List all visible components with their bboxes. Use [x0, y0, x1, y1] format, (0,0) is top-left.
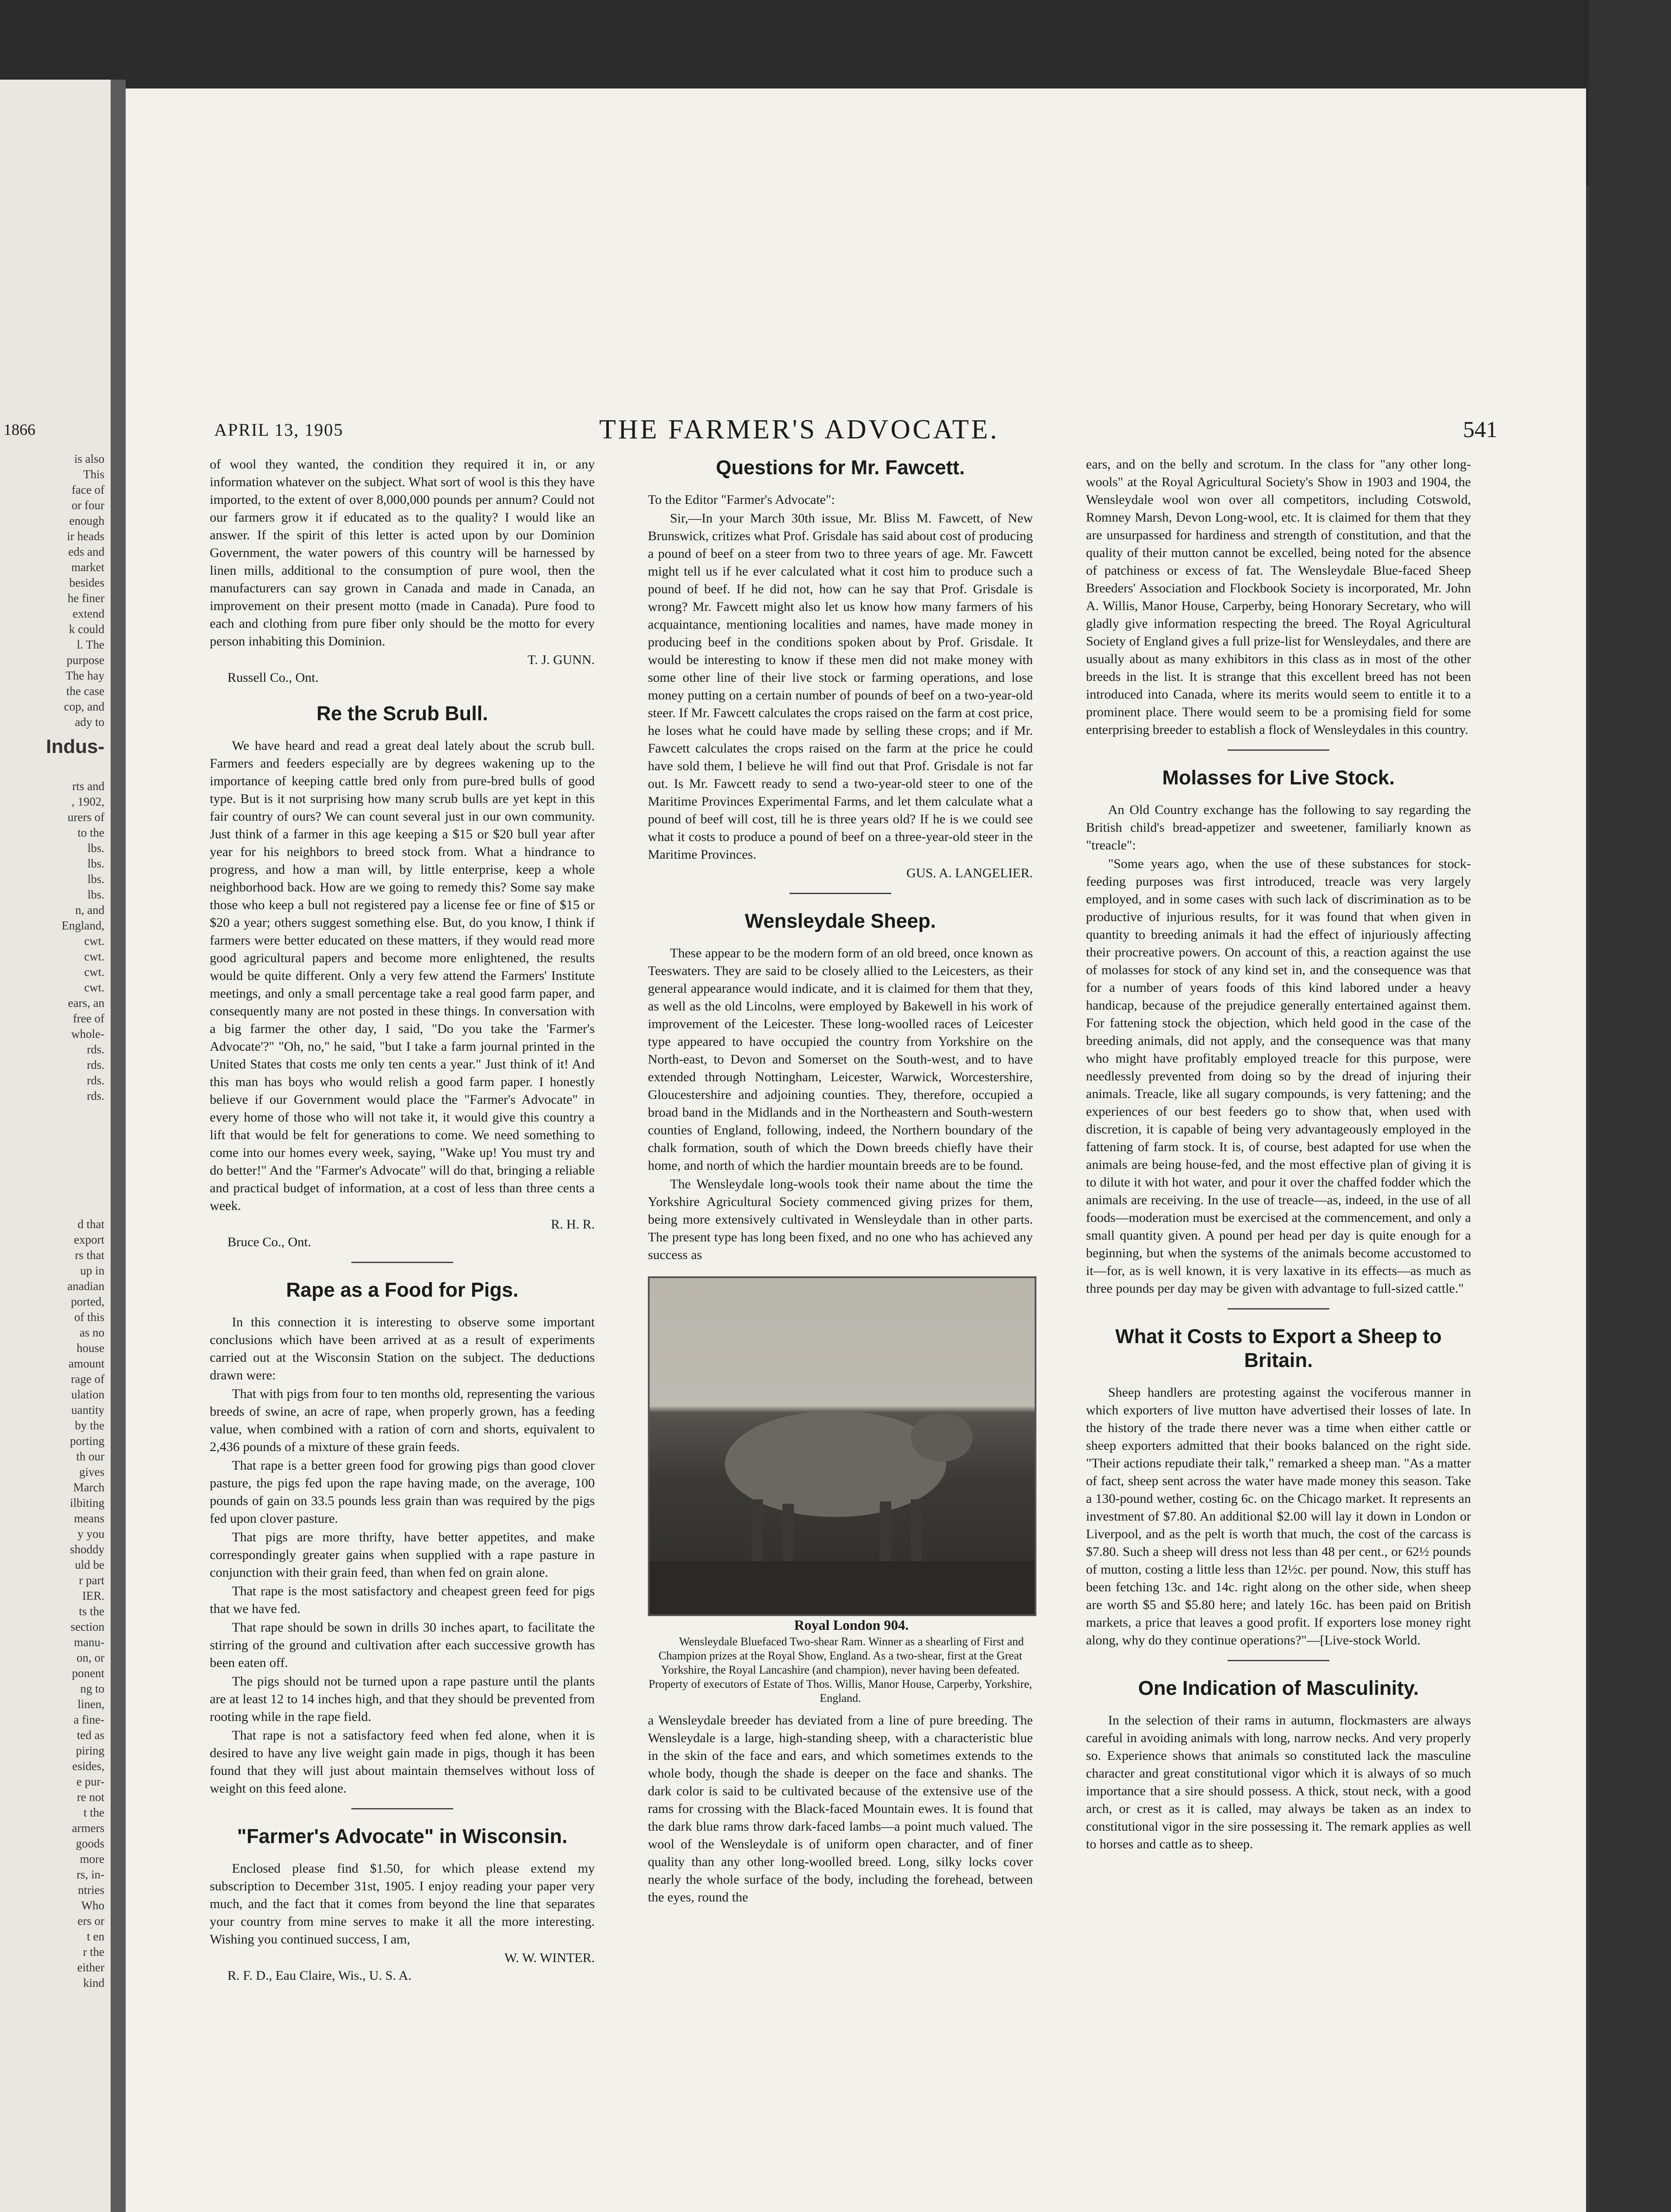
- article-point: The pigs should not be turned upon a rape pasture until the plants are at least 12 to 14 inches high, and that they should be prevented from rooting while in the rape field.: [210, 1674, 595, 1724]
- previous-page-fragment: rs, in-: [77, 1868, 104, 1881]
- previous-page-fragment: cop, and: [64, 700, 104, 713]
- previous-page-fragment: rs that: [75, 1248, 104, 1262]
- previous-page-fragment: n, and: [75, 903, 104, 917]
- previous-page-fragment: is also: [74, 452, 104, 465]
- previous-page-fragment: manu-: [74, 1636, 104, 1649]
- article-location: R. F. D., Eau Claire, Wis., U. S. A.: [227, 1968, 412, 1983]
- article-point: That rape is not a satisfactory feed when fed alone, when it is desired to have any live weight gain made in pigs, though it has been found that they will just about maintain themselves without loss of weight on this feed alone.: [210, 1728, 595, 1796]
- previous-page-fragment: rds.: [87, 1089, 104, 1102]
- article-title-export-sheep: What it Costs to Export a Sheep to Britain.: [1115, 1325, 1442, 1371]
- scanner-bed-right: [1589, 0, 1671, 2212]
- previous-page-fragment: eds and: [68, 545, 104, 558]
- previous-page-fragment: March: [73, 1481, 104, 1494]
- previous-page-fragment: a fine-: [73, 1713, 104, 1726]
- previous-page-fragment: rts and: [72, 780, 104, 793]
- previous-page-fragment: ntries: [78, 1883, 104, 1897]
- previous-page-fragment: besides: [69, 576, 104, 589]
- article-title-fawcett: Questions for Mr. Fawcett.: [716, 456, 965, 479]
- article-location: Russell Co., Ont.: [227, 670, 319, 685]
- previous-page-fragment: England,: [62, 919, 104, 932]
- previous-page-fragment: section: [70, 1620, 104, 1633]
- previous-page-fragment: e pur-: [76, 1775, 104, 1788]
- previous-page-fragment: rds.: [87, 1058, 104, 1071]
- previous-page-fragment: d that: [77, 1217, 104, 1231]
- previous-page-fragment: ted as: [77, 1728, 104, 1742]
- previous-page-fragment: , 1902,: [71, 795, 104, 808]
- previous-page-fragment: lbs.: [87, 857, 104, 870]
- previous-page-fragment: IER.: [82, 1589, 104, 1602]
- previous-page-fragment: as no: [79, 1326, 104, 1339]
- previous-page-fragment: purpose: [66, 653, 104, 667]
- previous-page-fragment: whole-: [71, 1027, 104, 1041]
- previous-page-fragment: ir heads: [67, 530, 104, 543]
- previous-page-fragment: ers or: [77, 1914, 104, 1928]
- previous-page-fragment: rds.: [87, 1074, 104, 1087]
- section-divider: [789, 893, 891, 894]
- article-paragraph: Sheep handlers are protesting against the vociferous manner in which exporters of live mutton have advertised their losses of late. In the history of the trade there never was a time when either cattle or sheep exporters admitted that their books balanced on the right side. "Their actions repudiate their talk," remarked a sheep man. "As a matter of fact, sheep sent across the water have made money this season. Take a 130-pound wether, costing 6c. on the Chicago market. It represents an investment of $7.80. An additional $2.00 will lay it down in London or Liverpool, and as the pelt is worth that much, the cost of the carcass is $7.80. Such a sheep will dress not less than 48 per cent., or 62½ pounds of mutton, costing a little less than 12½c. per pound. Now, this stuff has been fetching 13c. and 14c. right along on the other side, when sheep are worth $5 and $5.80 here; and lately 16c. has been paid on British markets, a price that leaves a good profit. If exporters lose money right along, why do they continue operations?"—[Live-stock World.: [1086, 1385, 1471, 1647]
- previous-page-fragment: export: [74, 1233, 104, 1246]
- previous-page-fragment: re not: [77, 1790, 104, 1804]
- article-title-molasses: Molasses for Live Stock.: [1162, 766, 1395, 789]
- previous-page-fragment: gives: [79, 1465, 104, 1479]
- article-signature: R. H. R.: [551, 1217, 595, 1232]
- article-title-rape-for-pigs: Rape as a Food for Pigs.: [286, 1279, 519, 1301]
- article-paragraph: In the selection of their rams in autumn, flockmasters are always careful in avoiding animals with long, narrow necks. And very properly so. Experience shows that animals so constituted lack the masculine character and great constitutional vigor which it is always of so much importance that a sire should possess. A thick, stout neck, with a good arch, or crest as it is called, may always be taken as an index to constitutional vigor in the sire possessing it. The remark applies as well to horses and cattle as to sheep.: [1086, 1713, 1471, 1851]
- previous-page-fragment: by the: [75, 1419, 104, 1432]
- figure-title: Royal London 904.: [794, 1617, 909, 1633]
- previous-page-fragment: shoddy: [69, 1543, 104, 1556]
- previous-page-fragment: piring: [76, 1744, 104, 1757]
- ram-silhouette-image: [650, 1278, 1035, 1614]
- previous-page-fragment: urers of: [67, 810, 104, 824]
- page-number: 541: [1463, 417, 1498, 442]
- previous-page-fragments-middle: [0, 779, 104, 1104]
- article-signature: W. W. WINTER.: [504, 1951, 595, 1965]
- article-paragraph: These appear to be the modern form of an old breed, once known as Teeswaters. They are said to be closely allied to the Leicesters, as their general appearance would indicate, and it is claimed for them that they, as well as the old Lincolns, were employed by Bakewell in his work of improvement of the Leicester. These long-woolled races of Leicester type appeared to have occupied the country from Yorkshire on the North-east, to Devon and Somerset on the South-west, and to have extended through Nottingham, Leicester, Warwick, Worcestershire, Gloucestershire and adjoining counties. They, therefore, occupied a broad band in the Midlands and in the Northeastern and South-western counties of England, following, indeed, the Northern boundary of the chalk formation, south of which the Down breeds chiefly have their home, and north of which the hardier mountain breeds are to be found.: [648, 946, 1033, 1173]
- previous-page-fragment: t en: [87, 1930, 104, 1943]
- previous-page-fragment: amount: [69, 1357, 104, 1370]
- previous-page-fragment: kind: [83, 1976, 104, 1989]
- article-signature: T. J. GUNN.: [527, 653, 595, 667]
- previous-page-fragment: free of: [73, 1012, 104, 1025]
- previous-page-fragment: r the: [83, 1945, 104, 1959]
- previous-page-fragment: market: [71, 561, 104, 574]
- publication-title: THE FARMER'S ADVOCATE.: [599, 415, 999, 445]
- article-paragraph: ears, and on the belly and scrotum. In the class for "any other long-wools" at the Royal Agricultural Society's Show in 1903 and 1904, the Wensleydale wool won over all competitors, including Cotswold, Romney Marsh, Devon Long-wool, etc. It is claimed for them that they are unsurpassed for hardiness and strength of constitution, and that the quality of their mutton cannot be excelled, being noted for the absence of patchiness or excess of fat. The Wensleydale Blue-faced Sheep Breeders' Association and Flockbook Society is incorporated, Mr. John A. Willis, Manor House, Carperby, being Honorary Secretary, who will gladly give information respecting the breed. The Royal Agricultural Society of England gives a full prize-list for Wensleydales, and there are usually about as many exhibitors in this class as in most of the other breeds in the list. It is strange that this excellent breed has not been introduced into Canada, where its merits would seem to entitle it to a prominent place. There would seem to be a promising field for some enterprising breeder to establish a flock of Wensleydales in this country.: [1086, 457, 1471, 737]
- previous-page-fragment: ts the: [79, 1605, 104, 1618]
- previous-page-fragment: rds.: [87, 1043, 104, 1056]
- article-title-scrub-bull: Re the Scrub Bull.: [316, 702, 488, 725]
- previous-page-fragment: up in: [80, 1264, 104, 1277]
- column-1: [210, 456, 595, 1985]
- previous-page-fragment: lbs.: [87, 872, 104, 886]
- previous-page-fragment: more: [80, 1852, 104, 1866]
- previous-page-fragment: l. The: [77, 638, 104, 651]
- previous-page-fragment: ng to: [80, 1682, 104, 1695]
- previous-page-fragment: rage of: [71, 1372, 104, 1386]
- previous-page-fragment: y you: [77, 1527, 104, 1540]
- previous-page-fragment: porting: [70, 1434, 104, 1448]
- previous-page-fragment: ulation: [71, 1388, 104, 1401]
- article-location: Bruce Co., Ont.: [227, 1235, 312, 1249]
- previous-page-fragment: th our: [76, 1450, 104, 1463]
- previous-page-fragment: linen,: [77, 1697, 104, 1711]
- previous-page-fragment: The hay: [65, 669, 104, 682]
- previous-page-fragment: anadian: [67, 1279, 104, 1293]
- previous-page-fragment: he finer: [67, 591, 104, 605]
- article-paragraph: of wool they wanted, the condition they required it in, or any information whatever on the subject. What sort of wool is this they have imported, to the extent of over 8,000,000 pounds per annum? Could not our farmers grow it if educated as to the quality? I would like an answer. If the spirit of this letter is acted upon by our Dominion Government, the water powers of this country will be harnessed by linen mills, additional to the consumption of pure wool, then the manufacturers can say grown in Canada and made in Canada, an improvement on their present motto (made in Canada). Pure food to each and clothing from pure fiber only should be the motto for every person inhabiting this Dominion.: [210, 457, 595, 649]
- previous-page-fragment: ilbiting: [69, 1496, 104, 1509]
- article-point: That rape is the most satisfactory and cheapest green feed for pigs that we have fed.: [210, 1584, 595, 1616]
- previous-page-fragment: ponent: [72, 1667, 104, 1680]
- previous-page-fragment: face of: [71, 483, 104, 496]
- previous-page-fragment: either: [77, 1961, 104, 1974]
- previous-page-fragment: esides,: [72, 1759, 104, 1773]
- article-paragraph: In this connection it is interesting to observe some important conclusions which have been arrived at as a result of experiments carried out at the Wisconsin Station on the subject. The deductions drawn were:: [210, 1315, 595, 1382]
- previous-page-fragments-bottom: [0, 1217, 104, 1991]
- issue-date: APRIL 13, 1905: [214, 420, 344, 440]
- previous-page-fragment: enough: [69, 514, 104, 527]
- article-paragraph: Sir,—In your March 30th issue, Mr. Bliss M. Fawcett, of New Brunswick, critizes what Prof. Grisdale has said about cost of producing a pound of beef on a steer from two to three years of age. Mr. Fawcett might tell us if he ever calculated what it cost him to produce such a pound of beef. If he did not, how can he say that Prof. Grisdale is wrong? Mr. Fawcett might also let us know how many farmers of his acquaintance, mentioning localities and names, have made money in producing beef in the conditions spoken about by Prof. Grisdale. It would be interesting to know if these men did not make money with some other line of their live stock or farming operations, and lose money putting on a certain number of pounds of beef on a two-year-old steer. If Mr. Fawcett calculates the crops raised on the farm at cost price, he loses what he could have made by selling these crops; and if Mr. Fawcett calculates the crops raised on the farm at the price he could have sold them, I believe he will find out that Prof. Grisdale is not far out. Is Mr. Fawcett ready to send a two-year-old steer to one of the Maritime Provinces Experimental Farms, and let them calculate what a pound of beef will cost, till he is three years old? If he is we could see what it costs to produce a pound of beef on a three-year-old steer in the Maritime Provinces.: [648, 511, 1033, 862]
- section-divider: [1228, 1660, 1329, 1661]
- article-paragraph: a Wensleydale breeder has deviated from a line of pure breeding. The Wensleydale is a large, high-standing sheep, with a characteristic blue in the skin of the face and ears, and which sometimes extends to the whole body, though the shade is deeper on the face and shanks. The dark color is said to be cultivated because of the extensive use of the rams for crossing with the Black-faced Mountain ewes. It is found that the dark blue rams throw dark-faced lambs—a point much valued. The wool of the Wensleydale is of uniform open character, and of finer quality than any other long-woolled breed. Long, silky locks cover nearly the whole surface of the body, including the forehead, between the eyes, round the: [648, 1713, 1033, 1905]
- figure-caption: Wensleydale Bluefaced Two-shear Ram. Winner as a shearling of First and Champion prizes at the Royal Show, England. As a two-shear, first at the Great Yorkshire, the Royal Lancashire (and champion), never having been defeated. Property of executors of Estate of Thos. Willis, Manor House, Carperby, Yorkshire, England.: [648, 1635, 1032, 1705]
- column-2: [648, 456, 1033, 1907]
- previous-page-fragment: to the: [77, 826, 104, 839]
- article-paragraph: The Wensleydale long-wools took their name about the time the Yorkshire Agricultural Society commenced giving prizes for them, being more extensively cultivated in Wensleydale than in other parts. The present type has long been fixed, and no one who has achieved any success as: [648, 1177, 1033, 1262]
- previous-page-fragment: on, or: [77, 1651, 104, 1664]
- previous-page-fragment: ears, an: [68, 996, 104, 1010]
- article-signature: GUS. A. LANGELIER.: [906, 866, 1033, 880]
- previous-page-fragment: house: [77, 1341, 104, 1355]
- ram-photograph: [648, 1276, 1036, 1616]
- previous-page-fragment: ported,: [71, 1295, 104, 1308]
- previous-page-fragment: lbs.: [87, 841, 104, 855]
- previous-page-fragment: armers: [72, 1821, 104, 1835]
- previous-page-fragment: lbs.: [87, 888, 104, 901]
- article-paragraph: "Some years ago, when the use of these substances for stock-feeding purposes was first introduced, treacle was very largely employed, and in some cases with such lack of discrimination as to be productive of injurious results, for it was found that when given in quantity to breeding animals it had the effect of injuriously affecting their procreative powers. On account of this, a reaction against the use of molasses for stock of any kind set in, and the consequence was that for a number of years foods of this kind labored under a heavy handicap, because of the prejudice generally entertained against them. For fattening stock the objection, which held good in the case of the breeding animals, did not apply, and the consequence was that many who might have profitably employed treacle for this purpose, were needlessly prevented from doing so by the dread of injuring their animals. Treacle, like all sugary compounds, is very fattening; and the experiences of our best feeders go to show that, when used with discretion, it is capable of being very advantageously employed in the fattening of farm stock. It is, of course, best adapted for use when the animals are being house-fed, and the most effective plan of giving it is to dilute it with hot water, and pour it over the chaffed fodder which the animals are receiving. In the use of treacle—as, indeed, in the use of all foods—moderation must be exercised at the commencement, and only a small quantity given. A pound per head per day is quite enough for a beginning, but when the systems of the animals become accustomed to it—for, as is well known, it is very laxative in its effects—as much as three pounds per day may be given with advantage to full-sized cattle.": [1086, 856, 1471, 1296]
- previous-page-fragment: uld be: [75, 1558, 104, 1571]
- previous-page-fragment: means: [74, 1512, 104, 1525]
- previous-page-fragment: extend: [73, 607, 104, 620]
- previous-page-fragment: Who: [81, 1899, 104, 1912]
- previous-page-number: 1866: [4, 421, 35, 438]
- previous-page-fragment: r part: [79, 1574, 104, 1587]
- running-head: [214, 414, 1498, 445]
- section-divider: [1228, 1308, 1329, 1310]
- previous-page-fragment: This: [83, 468, 104, 481]
- previous-page-fragment: k could: [69, 622, 104, 636]
- article-paragraph: An Old Country exchange has the following to say regarding the British child's bread-appetizer and sweetener, familiarly known as "treacle":: [1086, 803, 1471, 853]
- previous-page-fragment: cwt.: [84, 981, 104, 994]
- article-point: That rape is a better green food for growing pigs than good clover pasture, the pigs fed upon the rape having made, on the average, 100 pounds of gain on 33.5 pounds less grain than was required by the pigs fed upon clover pasture.: [210, 1458, 595, 1526]
- previous-page-fragment: goods: [76, 1837, 104, 1850]
- previous-page-fragment: t the: [83, 1806, 104, 1819]
- article-point: That rape should be sown in drills 30 inches apart, to facilitate the stirring of the ground and cultivation after each successive growth has been eaten off.: [210, 1620, 595, 1670]
- article-title-wisconsin: "Farmer's Advocate" in Wisconsin.: [237, 1825, 568, 1847]
- section-divider: [351, 1808, 453, 1809]
- previous-page-fragments-top: [0, 451, 104, 730]
- ram-figure: [648, 1276, 1033, 1705]
- article-title-masculinity: One Indication of Masculinity.: [1138, 1677, 1419, 1699]
- article-paragraph: We have heard and read a great deal lately about the scrub bull. Farmers and feeders especially are by degrees wakening up to the importance of keeping cattle bred only from pure-bred bulls of good type. But is it not surprising how many scrub bulls are yet kept in this fair country of ours? We can count several just in our own community. Just think of a farmer in this age keeping a $15 or $20 bull year after year for his neighbors to breed stock from. What a hindrance to progress, and how a man will, by little enterprise, keep a whole neighborhood back. How are we going to remedy this? Some say make those who keep a bull not registered pay a license fee or fine of $15 or $20 a year; others suggest something else. But, do you know, I think if farmers were better educated on these matters, if they would read more good agricultural papers and become more enlightened, the results would be quite different. Only a very few attend the Farmers' Institute meetings, and only a small percentage take a real good farm paper, and consequently many are not posted in these things. In conversation with a big farmer the other day, I said, "Do you take the 'Farmer's Advocate'?" "Oh, no," he said, "but I take a farm journal printed in the United States that costs me only ten cents a year." Just think of it! And this man has boys who would relish a good farm paper. I honestly believe if our Government would place the "Farmer's Advocate" in every home of those who will not take it, it would give this country a lift that would be felt for generations to come. We need something to come into our homes every week, saying, "Wake up! You must try and do better!" And the "Farmer's Advocate" will do that, bringing a reliable and practical budget of information, at a cost of less than three cents a week.: [210, 738, 595, 1213]
- previous-page-strip: [0, 80, 111, 2212]
- previous-page-fragment: cwt.: [84, 950, 104, 963]
- article-title-wensleydale: Wensleydale Sheep.: [745, 910, 936, 932]
- previous-page-fragment: of this: [74, 1310, 104, 1324]
- article-salutation: To the Editor "Farmer's Advocate":: [648, 492, 835, 507]
- previous-page-fragment: cwt.: [84, 934, 104, 948]
- previous-page-fragment: cwt.: [84, 965, 104, 979]
- article-paragraph: Enclosed please find $1.50, for which please extend my subscription to December 31st, 1905. I enjoy reading your paper very much, and the fact that it comes from beyond the line that separates your country from mine serves to make it all the more interesting. Wishing you continued success, I am,: [210, 1861, 595, 1947]
- previous-page-fragment: uantity: [71, 1403, 104, 1417]
- previous-page-heading: Indus-: [46, 736, 104, 757]
- previous-page-fragment: ady to: [75, 715, 104, 729]
- section-divider: [351, 1262, 453, 1263]
- previous-page-fragment: the case: [66, 684, 104, 698]
- article-point: That pigs are more thrifty, have better appetites, and make correspondingly greater gains when supplied with a rape pasture in conjunction with their grain feed, than when fed on grain alone.: [210, 1530, 595, 1580]
- column-3: [1086, 456, 1471, 1854]
- newspaper-page: [126, 88, 1586, 2212]
- section-divider: [1228, 749, 1329, 751]
- previous-page-fragment: or four: [71, 499, 104, 512]
- book-gutter: [111, 80, 126, 2212]
- article-point: That with pigs from four to ten months old, representing the various breeds of swine, an acre of rape, when properly grown, has a feeding value, when combined with a ration of corn and shorts, equivalent to 2,436 pounds of a mixture of these grain feeds.: [210, 1386, 595, 1454]
